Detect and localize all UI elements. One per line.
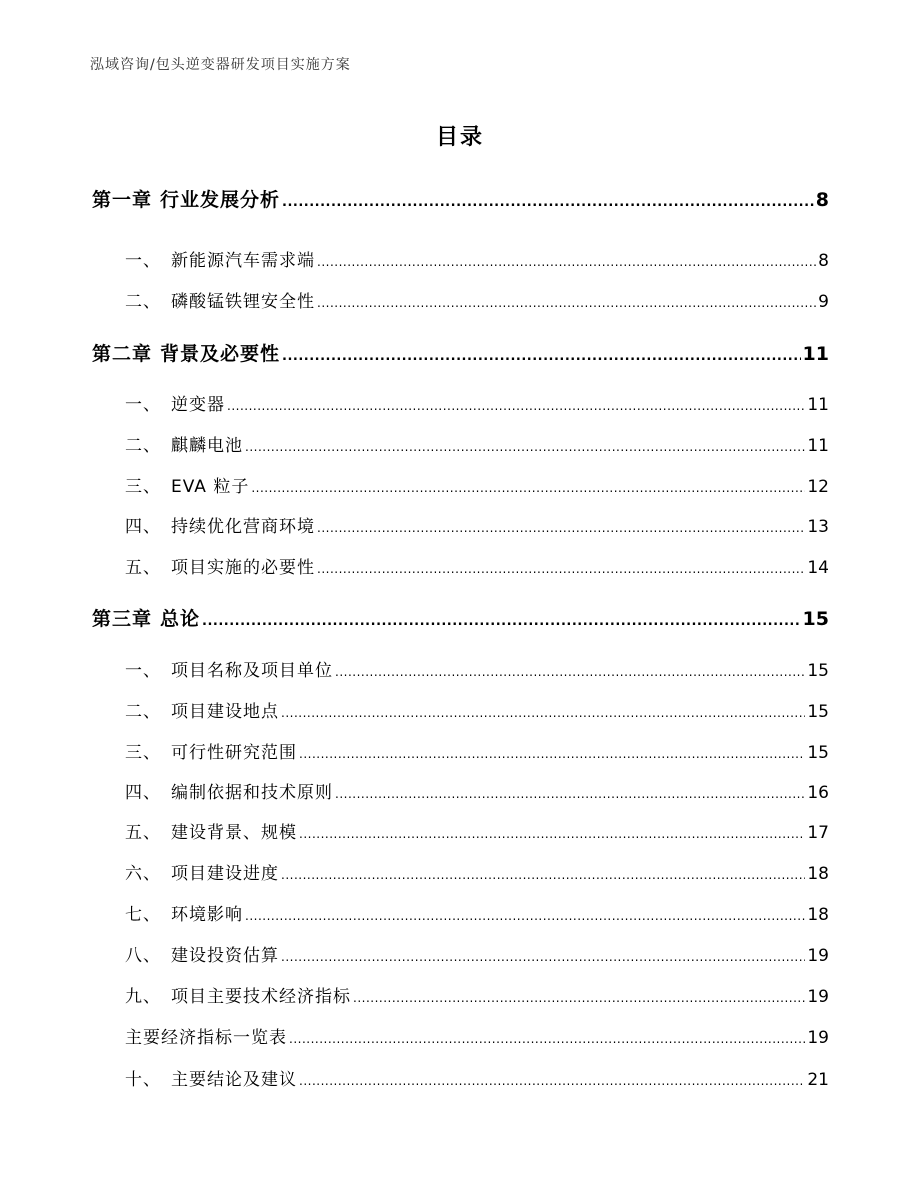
- toc-dot-leader: [299, 818, 805, 843]
- toc-entry-number: 八、: [125, 946, 161, 966]
- toc-section-entry[interactable]: [125, 1065, 829, 1090]
- toc-entry-label: 编制依据和技术原则: [171, 783, 333, 803]
- toc-section-entry[interactable]: [125, 472, 829, 497]
- toc-dot-leader: [289, 1023, 805, 1048]
- toc-entry-label: EVA 粒子: [171, 477, 250, 497]
- toc-section-entry[interactable]: [125, 697, 829, 722]
- toc-page-number: 15: [807, 702, 829, 722]
- toc-entry-number: 九、: [125, 987, 161, 1007]
- toc-page-number: 18: [807, 864, 829, 884]
- toc-entry-label: 磷酸锰铁锂安全性: [171, 292, 315, 312]
- toc-entry-number: 五、: [125, 823, 161, 843]
- toc-section-entry[interactable]: [125, 246, 829, 271]
- toc-entry-label: 持续优化营商环境: [171, 517, 315, 537]
- toc-title: 目录: [435, 125, 484, 150]
- toc-entry-number: 七、: [125, 905, 161, 925]
- toc-page-number: 15: [807, 743, 829, 763]
- toc-entry-number: 第三章: [92, 608, 153, 630]
- toc-entry-label: 主要经济指标一览表: [125, 1028, 287, 1048]
- toc-section-entry[interactable]: [125, 738, 829, 763]
- toc-entry-label: 麒麟电池: [171, 436, 243, 456]
- toc-page-number: 11: [802, 343, 829, 365]
- toc-entry-number: 第一章: [92, 189, 153, 211]
- toc-entry-label: 新能源汽车需求端: [171, 251, 315, 271]
- toc-dot-leader: [202, 604, 801, 631]
- toc-entry-label: 环境影响: [171, 905, 243, 925]
- toc-entry-number: 一、: [125, 661, 161, 681]
- toc-section-entry[interactable]: [125, 900, 829, 925]
- toc-dot-leader: [299, 738, 805, 763]
- toc-chapter-entry[interactable]: [92, 604, 829, 631]
- toc-section-entry[interactable]: [125, 512, 829, 537]
- toc-page-number: 13: [807, 517, 829, 537]
- toc-page-number: 12: [807, 477, 829, 497]
- toc-page-number: 11: [807, 395, 829, 415]
- toc-section-entry[interactable]: [125, 553, 829, 578]
- toc-dot-leader: [317, 553, 805, 578]
- toc-page-number: 19: [807, 946, 829, 966]
- toc-dot-leader: [281, 941, 805, 966]
- toc-page-number: 14: [807, 558, 829, 578]
- toc-page-number: 16: [807, 783, 829, 803]
- toc-entry-label: 项目建设进度: [171, 864, 279, 884]
- toc-page-number: 17: [807, 823, 829, 843]
- toc-entry-number: 十、: [125, 1070, 161, 1090]
- toc-section-entry[interactable]: [125, 778, 829, 803]
- toc-section-entry[interactable]: [125, 859, 829, 884]
- toc-page-number: 15: [802, 608, 829, 630]
- toc-section-entry[interactable]: [125, 656, 829, 681]
- toc-page-number: 9: [818, 292, 829, 312]
- toc-entry-label: 行业发展分析: [160, 189, 281, 211]
- toc-entry-label: 项目名称及项目单位: [171, 661, 333, 681]
- toc-dot-leader: [251, 472, 805, 497]
- toc-dot-leader: [317, 287, 816, 312]
- toc-section-entry[interactable]: [125, 818, 829, 843]
- toc-dot-leader: [317, 512, 805, 537]
- toc-entry-number: 二、: [125, 702, 161, 722]
- toc-entry-number: 五、: [125, 558, 161, 578]
- toc-dot-leader: [335, 778, 805, 803]
- toc-page-number: 21: [807, 1070, 829, 1090]
- toc-page-number: 18: [807, 905, 829, 925]
- toc-page-number: 19: [807, 987, 829, 1007]
- toc-section-entry[interactable]: [125, 941, 829, 966]
- toc-entry-label: 建设投资估算: [171, 946, 279, 966]
- toc-entry-label: 可行性研究范围: [171, 743, 297, 763]
- toc-entry-number: 第二章: [92, 343, 153, 365]
- toc-dot-leader: [282, 339, 801, 366]
- toc-entry-label: 项目实施的必要性: [171, 558, 315, 578]
- toc-page-number: 15: [807, 661, 829, 681]
- toc-entry-number: 六、: [125, 864, 161, 884]
- toc-page-number: 19: [807, 1028, 829, 1048]
- toc-entry-label: 逆变器: [171, 395, 225, 415]
- toc-page-number: 8: [815, 189, 829, 211]
- toc-entry-label: 项目主要技术经济指标: [171, 987, 351, 1007]
- toc-dot-leader: [282, 185, 814, 212]
- toc-section-entry[interactable]: [125, 1023, 829, 1048]
- toc-dot-leader: [335, 656, 805, 681]
- toc-page-number: 11: [807, 436, 829, 456]
- toc-chapter-entry[interactable]: [92, 339, 829, 366]
- toc-dot-leader: [245, 900, 805, 925]
- toc-entry-number: 三、: [125, 477, 161, 497]
- toc-section-entry[interactable]: [125, 431, 829, 456]
- toc-dot-leader: [281, 859, 805, 884]
- toc-section-entry[interactable]: [125, 390, 829, 415]
- toc-dot-leader: [353, 982, 805, 1007]
- toc-entry-label: 总论: [160, 608, 201, 630]
- toc-section-entry[interactable]: [125, 982, 829, 1007]
- toc-entry-number: 一、: [125, 251, 161, 271]
- running-header: 泓域咨询/包头逆变器研发项目实施方案: [90, 57, 351, 73]
- toc-entry-label: 背景及必要性: [160, 343, 281, 365]
- toc-entry-number: 一、: [125, 395, 161, 415]
- toc-entry-number: 二、: [125, 436, 161, 456]
- toc-entry-label: 主要结论及建议: [171, 1070, 297, 1090]
- toc-dot-leader: [227, 390, 805, 415]
- toc-entry-number: 三、: [125, 743, 161, 763]
- toc-entry-number: 二、: [125, 292, 161, 312]
- toc-entry-number: 四、: [125, 783, 161, 803]
- toc-chapter-entry[interactable]: [92, 185, 829, 212]
- toc-dot-leader: [245, 431, 805, 456]
- toc-entry-label: 建设背景、规模: [171, 823, 297, 843]
- toc-dot-leader: [317, 246, 816, 271]
- toc-dot-leader: [299, 1065, 805, 1090]
- toc-dot-leader: [281, 697, 805, 722]
- toc-section-entry[interactable]: [125, 287, 829, 312]
- toc-entry-number: 四、: [125, 517, 161, 537]
- toc-page-number: 8: [818, 251, 829, 271]
- toc-entry-label: 项目建设地点: [171, 702, 279, 722]
